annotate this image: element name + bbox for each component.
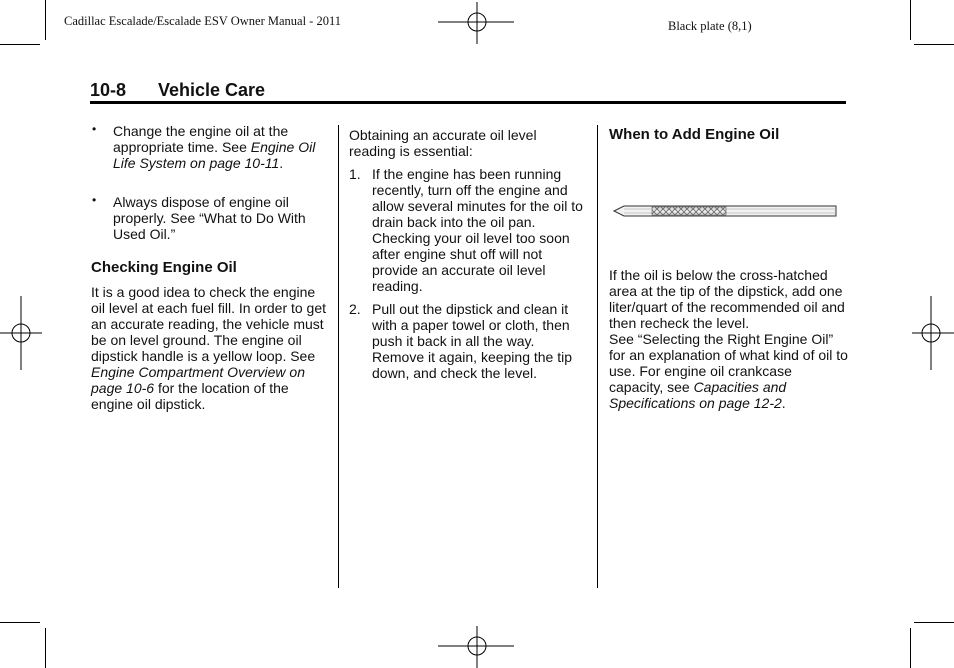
list-item: • Always dispose of engine oil properly. See “What to Do With Used Oil.” [92,193,306,242]
list-item: 2. Pull out the dipstick and clean it with a paper towel or cloth, then push it back in all the way. Remove it again, keeping the tip down, and check the level. [349,301,573,381]
column-1 [91,123,331,412]
crop-mark [0,622,40,623]
column-divider [597,125,598,588]
paragraph: If the oil is below the cross-hatched area at the tip of the dipstick, add one liter/quart of the recommended oil and then recheck the level. [609,267,845,331]
registration-crosshair-icon [910,296,954,372]
column-divider [338,125,339,588]
bullet-icon: • [92,122,97,136]
column-2 [349,127,585,381]
list-item: • Change the engine oil at the appropriate time. See Engine Oil Life System on page 10-11. [92,122,316,171]
crop-mark [45,628,46,668]
cross-reference: Capacities and Specifications on page 12-2 [609,379,787,411]
crop-mark [910,628,911,668]
crop-mark [45,0,46,40]
crop-mark [0,44,40,45]
dipstick-illustration-icon [612,200,838,222]
list-item: 1. If the engine has been running recently, turn off the engine and allow several minutes for the oil to drain back into the oil pan. Checking your oil level too soon after engine shut off will not provide an accurate oil level reading. [349,166,583,294]
section-number: 10-8 [90,80,127,100]
column-3 [609,127,846,143]
subheading: When to Add Engine Oil [609,126,780,143]
paragraph: Obtaining an accurate oil level reading is essential: [349,127,537,159]
crop-mark [914,44,954,45]
paragraph: It is a good idea to check the engine oil level at each fuel fill. In order to get an accurate reading, the vehicle must be on level ground. The engine oil dipstick handle is a yellow loop. See Engine Compartment Overview on page 10-6 for the location of the engine oil dipstick. [91,284,327,412]
section-heading [90,80,265,101]
cross-reference: Engine Compartment Overview on page 10-6 [91,364,305,396]
cross-reference: Engine Oil Life System on page 10-11 [113,139,316,171]
header-rule [90,101,846,104]
registration-crosshair-icon [0,296,44,372]
plate-label: Black plate (8,1) [668,19,752,33]
bullet-icon: • [92,193,97,207]
subheading: Checking Engine Oil [91,259,237,276]
crop-mark [914,622,954,623]
section-title: Vehicle Care [158,80,266,100]
document-title: Cadillac Escalade/Escalade ESV Owner Manual - 2011 [64,14,341,28]
crop-mark [910,0,911,40]
registration-crosshair-icon [438,2,516,46]
paragraph: See “Selecting the Right Engine Oil” for an explanation of what kind of oil to use. For engine oil crankcase capacity, see Capacities and Specifications on page 12-2. [609,331,848,411]
registration-crosshair-icon [438,624,516,668]
column-3-body [609,267,849,411]
